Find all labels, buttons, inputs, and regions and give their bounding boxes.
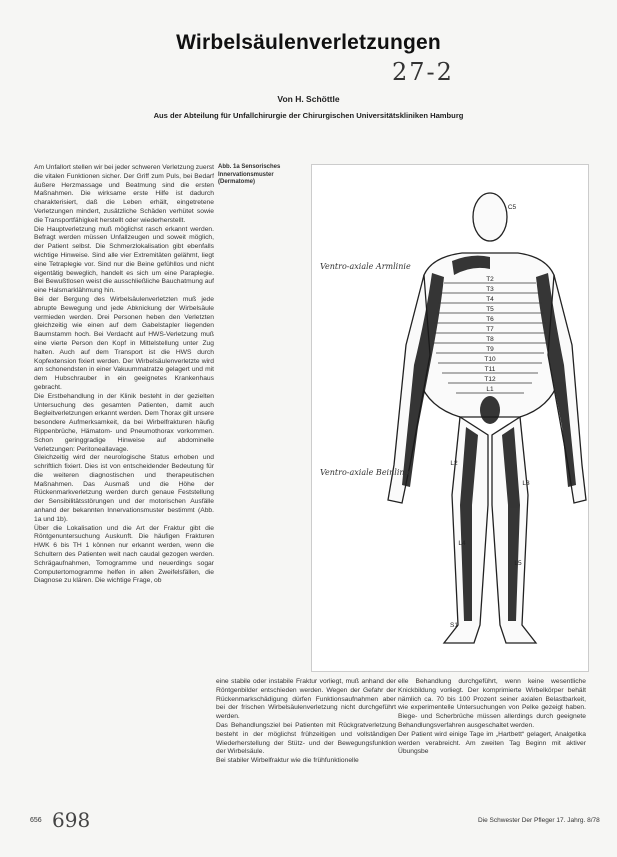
paragraph: Bei stabiler Wirbelfraktur wie die frühfunktionelle — [216, 757, 359, 765]
leg-label: L3 — [522, 480, 530, 487]
upper-line-label: Ventro-axiale Armlinie — [320, 262, 411, 271]
dermatome-label: T6 — [486, 316, 494, 323]
body-illustration — [312, 165, 588, 671]
leg-label: L4 — [458, 540, 466, 547]
paragraph: elle Behandlung durchgeführt, wenn keine wesentliche Knickbildung vorliegt. Der komprimierte Wirbelkörper behält nämlich ca. 70 bis 100 Prozent seiner axialen Belastbarkeit, wie experimentelle Untersuchungen von Pelke gezeigt haben. Biege- und Scherbrüche müssen allerdings durch geeignete Behandlungsverfahren ausgeschaltet werden. — [398, 678, 586, 729]
paragraph: Die Erstbehandlung in der Klinik besteht in der gezielten Untersuchung des gesamten Patienten, damit auch Begleitverletzungen erkannt werden. Dem Thorax gilt unsere besondere Aufmerksamkeit, da bei Wirbelfrakturen häufig Rippenbrüche, Hämatom- und Pneumothorax vorkommen. Schon geringgradige Hinweise auf abdominelle Verletzungen: Peritoneallavage. — [34, 392, 214, 453]
text-column-1 — [34, 164, 214, 586]
dermatome-label: T11 — [484, 366, 496, 373]
page-number: 656 — [30, 817, 42, 824]
head-shape — [473, 193, 507, 241]
page-title: Wirbelsäulenverletzungen — [176, 31, 441, 54]
paragraph: eine stabile oder instabile Fraktur vorliegt, muß anhand der Röntgenbilder entschieden werden. Wegen der Gefahr der Rückenmarkschädigung dürfen Funktionsaufnahmen aber bei der frischen Wirbelsäulenverletzung nicht durchgeführt werden. — [216, 678, 396, 721]
paragraph: Gleichzeitig wird der neurologische Status erhoben und schriftlich fixiert. Dies ist von entscheidender Bedeutung für die weiteren diagnostischen und therapeutischen Maßnahmen. Das Ausmaß und die Höhe der Rückenmarkverletzung werden durch genaue Feststellung der Sensibilitätsstörungen und der motorischen Ausfälle anhand der bekannten Innervationsmuster bestimmt (Abb. 1a und 1b). — [34, 454, 214, 523]
dermatome-figure — [311, 164, 589, 672]
paragraph: Bei der Bergung des Wirbelsäulenverletzten muß jede abrupte Bewegung und jede Abknickung der Wirbelsäule vermieden werden. Drei Personen heben den Verletzten gleichzeitig wie einen auf dem Gabelstapler liegenden Baumstamm hoch. Bei Verdacht auf HWS-Verletzung muß eine vierte Person den Kopf in Mittelstellung unter Zug halten. Auch auf dem Transport ist die HWS durch Kopfextension fixiert werden. Der Wirbelsäulenverletzte wird am schonendsten in einer Vakuummatratze gelagert und mit dem Hubschrauber in ein geeignetes Krankenhaus gebracht. — [34, 295, 214, 391]
text-column-2 — [216, 678, 396, 766]
leg-label: L2 — [450, 460, 458, 467]
dermatome-label: T8 — [486, 336, 494, 343]
lower-line-label: Ventro-axiale Beinlinie — [320, 468, 412, 477]
paragraph: Über die Lokalisation und die Art der Fraktur gibt die Röntgenuntersuchung Auskunft. Die häufigen Frakturen HWK 6 bis TH 1 können nur erkannt werden, wenn die Schultern des Patienten weit nach caudal gezogen werden. Schrägaufnahmen, Tomogramme und neuerdings sogar Computertomogramme helfen in allen Zweifelsfällen, die Diagnose zu klären. Die wichtige Frage, ob — [34, 524, 214, 585]
dermatome-label: T10 — [484, 356, 496, 363]
author-line: Von H. Schöttle — [277, 94, 340, 104]
dermatome-label: T4 — [486, 296, 494, 303]
figure-caption: Abb. 1a Sensorisches Innervationsmuster (Dermatome) — [218, 164, 281, 185]
neck-label: C5 — [507, 204, 517, 211]
paragraph: Die Hauptverletzung muß möglichst rasch erkannt werden. Befragt werden müssen Unfallzeugen und soweit möglich, der Patient selbst. Die Schmerzlokalisation gibt ebenfalls wichtige Hinweise. Sind alle vier Extremitäten gelähmt, liegt eine Tetraplegie vor. Sind nur die Beine gefühllos und nicht eigentätig beweglich, handelt es sich um eine Paraplegie. Bei Bewußtlosen weist die ausschließliche Bauchatmung auf eine Halsmarklähmung hin. — [34, 225, 214, 295]
dermatome-label: T9 — [486, 346, 494, 353]
department-line: Aus der Abteilung für Unfallchirurgie der Chirurgischen Universitätskliniken Hamburg — [153, 111, 464, 120]
journal-footer: Die Schwester Der Pfleger 17. Jahrg. 8/78 — [478, 817, 600, 824]
dermatome-label: T7 — [486, 326, 494, 333]
handwritten-page-number: 698 — [52, 808, 91, 832]
text-column-3 — [398, 678, 586, 757]
leg-label: S1 — [450, 622, 458, 629]
dermatome-label: T5 — [486, 306, 494, 313]
leg-label: L5 — [514, 560, 522, 567]
dermatome-label: L1 — [486, 386, 494, 393]
dermatome-label: T3 — [486, 286, 494, 293]
band-pelvis — [480, 396, 500, 424]
handwritten-note: 27-2 — [392, 58, 454, 86]
dermatome-label: T12 — [484, 376, 496, 383]
paragraph: Das Behandlungsziel bei Patienten mit Rückgratverletzung besteht in der möglichst frühzeitigen und vollständigen Wiederherstellung der Stütz- und der Bewegungsfunktion der Wirbelsäule. — [216, 721, 396, 756]
dermatome-label: T2 — [486, 276, 494, 283]
paragraph: Der Patient wird einige Tage im „Hartbett“ gelagert, Analgetika werden verabreicht. Am zweiten Tag Beginn mit aktiver Übungsbe — [398, 730, 586, 756]
paragraph: Am Unfallort stellen wir bei jeder schweren Verletzung zuerst die vitalen Funktionen sicher. Der Griff zum Puls, bei Bedarf äußere Herzmassage und Beatmung sind die ersten Maßnahmen. Die wirksame erste Hilfe ist dadurch charakterisiert, daß die Leben erhält, eingetretene Verletzungen mindert, zusätzliche Schäden verhütet sowie die Transportfähigkeit herstellt oder wiederherstellt. — [34, 164, 214, 224]
